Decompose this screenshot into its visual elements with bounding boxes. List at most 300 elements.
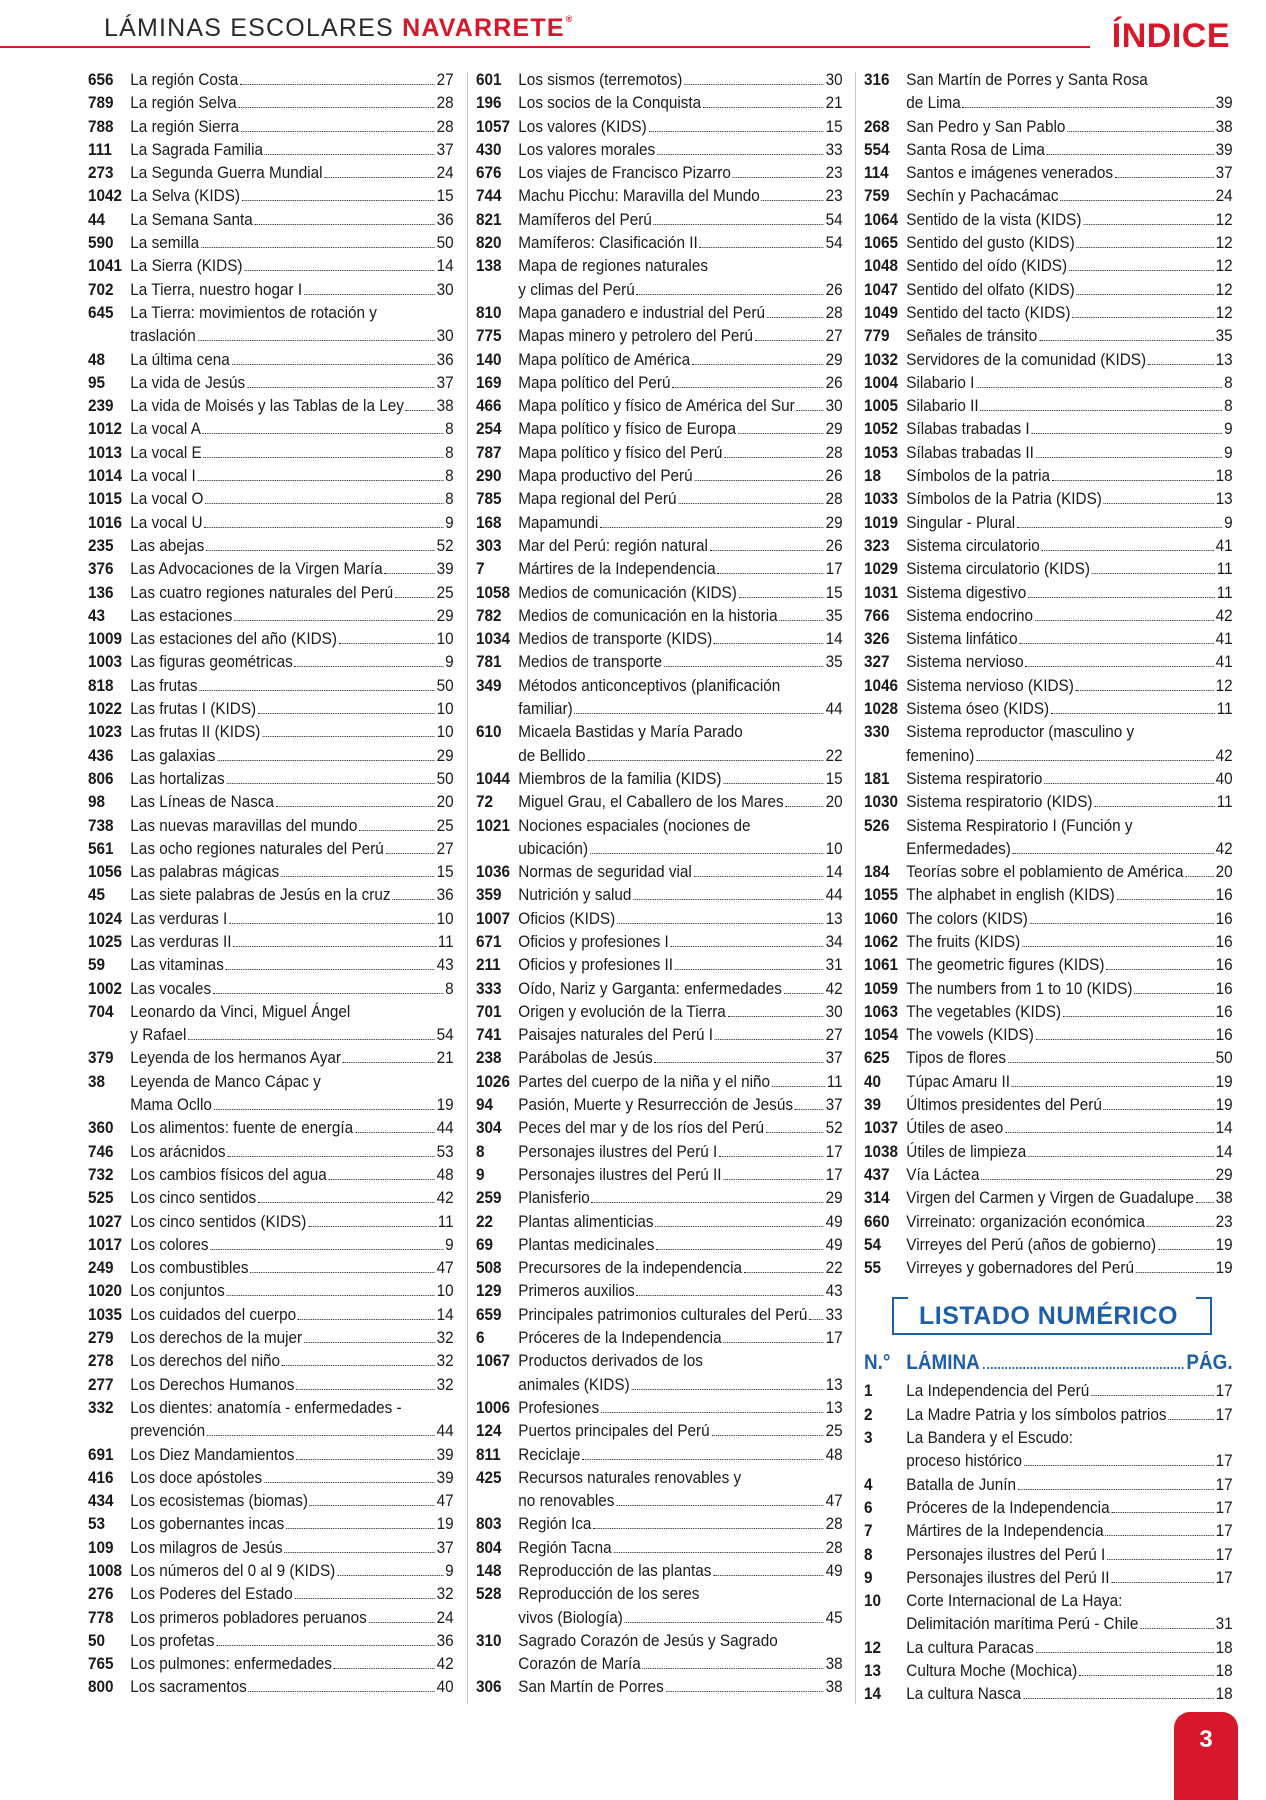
entry-page: 20 (436, 792, 454, 812)
index-entry (88, 91, 454, 114)
index-entry (864, 1233, 1233, 1256)
entry-line (906, 860, 1232, 883)
entry-line (130, 627, 453, 650)
entry-page: 17 (825, 1328, 843, 1348)
entry-title: Teorías sobre el poblamiento de América (906, 862, 1184, 882)
leader-dots (1115, 177, 1214, 178)
index-entry (88, 464, 454, 487)
index-entry (864, 161, 1233, 184)
entry-number: 290 (476, 466, 502, 486)
entry-page: 14 (1215, 1118, 1233, 1138)
entry-body (906, 441, 1232, 464)
entry-page: 30 (825, 70, 843, 89)
entry-line (518, 1466, 842, 1489)
entry-title: La Segunda Guerra Mundial (130, 163, 323, 183)
entry-number: 9 (476, 1164, 485, 1184)
leader-dots (205, 503, 443, 504)
entry-line (130, 1489, 453, 1512)
entry-title: Personajes ilustres del Perú I (906, 1544, 1106, 1564)
entry-body (906, 604, 1232, 627)
entry-page: 27 (436, 838, 454, 858)
leader-dots (1036, 1652, 1214, 1653)
entry-title: Región Tacna (518, 1537, 612, 1557)
leader-dots (304, 1342, 435, 1343)
leader-dots (204, 457, 444, 458)
leader-dots (672, 387, 823, 388)
index-entry (476, 720, 843, 767)
index-entry (88, 441, 454, 464)
entry-title: Silabario II (906, 396, 979, 416)
entry-title: femenino) (906, 745, 975, 765)
entry-title: Oficios y profesiones I (518, 931, 669, 951)
entry-number: 22 (476, 1211, 494, 1231)
index-entry (864, 860, 1233, 883)
index-entry (88, 604, 454, 627)
leader-dots (276, 806, 435, 807)
entry-page: 13 (825, 1397, 843, 1417)
entry-page: 36 (436, 1630, 454, 1650)
index-entry (88, 68, 454, 91)
entry-line (518, 1349, 842, 1372)
entry-body (130, 464, 453, 487)
index-entry (476, 1582, 843, 1629)
leader-dots (976, 760, 1214, 761)
entry-body (518, 1349, 842, 1396)
entry-number: 1021 (476, 815, 511, 835)
entry-line (906, 231, 1232, 254)
entry-body (518, 254, 842, 301)
entry-page: 26 (825, 372, 843, 392)
entry-number: 211 (476, 955, 501, 975)
entry-title: Virgen del Carmen y Virgen de Guadalupe (906, 1188, 1195, 1208)
entry-title: Los arácnidos (130, 1141, 226, 1161)
index-entry (88, 1210, 454, 1233)
entry-line (906, 1659, 1232, 1682)
index-entry (864, 581, 1233, 604)
entry-body (130, 907, 453, 930)
entry-title: Las frutas (130, 675, 198, 695)
entry-number: 1036 (476, 862, 511, 882)
entry-line (518, 254, 842, 277)
leader-dots (1012, 1086, 1214, 1087)
entry-title: Región Ica (518, 1514, 592, 1534)
leader-dots (666, 1691, 824, 1692)
entry-line (518, 930, 842, 953)
index-entry (864, 1116, 1233, 1139)
entry-number: 3 (864, 1428, 873, 1448)
leader-dots (1094, 806, 1215, 807)
entry-line (518, 1396, 842, 1419)
entry-page: 30 (825, 1001, 843, 1021)
entry-body (518, 1559, 842, 1582)
entry-line (130, 1046, 453, 1069)
leader-dots (296, 1389, 435, 1390)
leader-dots (655, 1226, 823, 1227)
index-entry (476, 1163, 843, 1186)
entry-line (906, 324, 1232, 347)
entry-line (518, 837, 842, 860)
entry-body (130, 1233, 453, 1256)
entry-title: Partes del cuerpo de la niña y el niño (518, 1071, 771, 1091)
leader-dots (298, 1319, 435, 1320)
leader-dots (304, 294, 435, 295)
entry-page: 12 (1215, 675, 1233, 695)
leader-dots (1051, 713, 1215, 714)
entry-line (518, 720, 842, 743)
entry-title: Las palabras mágicas (130, 862, 280, 882)
entry-body (518, 977, 842, 1000)
leader-dots (250, 1272, 434, 1273)
entry-line (518, 534, 842, 557)
entry-body (130, 1373, 453, 1396)
entry-body (518, 650, 842, 673)
entry-number: 181 (864, 768, 890, 788)
entry-body (130, 720, 453, 743)
entry-page: 13 (1215, 489, 1233, 509)
entry-body (130, 953, 453, 976)
entry-line (518, 115, 842, 138)
index-entry (476, 254, 843, 301)
entry-number: 789 (88, 93, 114, 113)
entry-line (130, 1023, 453, 1046)
leader-dots (1028, 1156, 1214, 1157)
entry-page: 43 (436, 955, 454, 975)
entry-number: 39 (864, 1095, 882, 1115)
entry-line (518, 161, 842, 184)
index-entry (476, 1349, 843, 1396)
index-entry (88, 1606, 454, 1629)
entry-number: 1034 (476, 629, 511, 649)
entry-body (130, 767, 453, 790)
entry-line (906, 697, 1232, 720)
leader-dots (1067, 131, 1214, 132)
entry-page: 44 (825, 699, 843, 719)
entry-number: 779 (864, 326, 890, 346)
entry-body (130, 1559, 453, 1582)
index-entry (476, 208, 843, 231)
entry-title: Reproducción de los seres (518, 1584, 700, 1604)
entry-body (518, 1186, 842, 1209)
entry-line (130, 650, 453, 673)
entry-title: Personajes ilustres del Perú II (906, 1567, 1110, 1587)
leader-dots (637, 294, 824, 295)
index-entry (88, 231, 454, 254)
entry-page: 17 (1215, 1381, 1233, 1401)
index-entry (864, 511, 1233, 534)
entry-title: Las Líneas de Nasca (130, 792, 275, 812)
entry-body (130, 1070, 453, 1117)
leader-dots (203, 433, 444, 434)
entry-body (518, 930, 842, 953)
entry-title: Últimos presidentes del Perú (906, 1095, 1102, 1115)
leader-dots (1030, 923, 1214, 924)
entry-line (130, 68, 453, 91)
entry-body (130, 1046, 453, 1069)
entry-page: 38 (436, 396, 454, 416)
entry-body (906, 581, 1232, 604)
index-entry (88, 371, 454, 394)
leader-dots (713, 1575, 824, 1576)
entry-title: Leyenda de los hermanos Ayar (130, 1048, 341, 1068)
entry-body (130, 91, 453, 114)
entry-line (518, 1652, 842, 1675)
entry-number: 1028 (864, 699, 899, 719)
entry-body (130, 790, 453, 813)
entry-page: 25 (436, 582, 454, 602)
entry-body (130, 930, 453, 953)
entry-line (130, 1559, 453, 1582)
entry-line (518, 767, 842, 790)
entry-title: Las siete palabras de Jesús en la cruz (130, 885, 391, 905)
leader-dots (1047, 154, 1214, 155)
leader-dots (703, 107, 824, 108)
index-entry (88, 1536, 454, 1559)
entry-title: Mapamundi (518, 512, 599, 532)
entry-page: 39 (1215, 139, 1233, 159)
entry-title: Mapa ganadero e industrial del Perú (518, 302, 765, 322)
entry-body (518, 1675, 842, 1698)
index-entry (476, 1210, 843, 1233)
entry-page: 11 (1216, 582, 1233, 602)
entry-body (906, 790, 1232, 813)
leader-dots (616, 1505, 824, 1506)
entry-number: 430 (476, 139, 502, 159)
entry-page: 23 (825, 163, 843, 183)
entry-body (906, 1682, 1232, 1705)
entry-number: 810 (476, 302, 502, 322)
leader-dots (1134, 993, 1213, 994)
leader-dots (784, 993, 824, 994)
index-entry (864, 371, 1233, 394)
entry-body (906, 767, 1232, 790)
entry-body (906, 1023, 1232, 1046)
entry-line (906, 441, 1232, 464)
entry-body (518, 1536, 842, 1559)
index-entry (864, 930, 1233, 953)
leader-dots (227, 1156, 434, 1157)
entry-body (130, 1629, 453, 1652)
index-entry (88, 977, 454, 1000)
entry-number: 50 (88, 1630, 106, 1650)
entry-number: 656 (88, 70, 114, 89)
entry-number: 744 (476, 186, 502, 206)
entry-page: 11 (437, 931, 454, 951)
index-entry (88, 1163, 454, 1186)
entry-number: 259 (476, 1188, 502, 1208)
leader-dots (700, 247, 824, 248)
index-entry (88, 744, 454, 767)
entry-title: Sistema linfático (906, 629, 1018, 649)
leader-dots (337, 1575, 443, 1576)
entry-body (906, 1070, 1232, 1093)
entry-page: 37 (825, 1048, 843, 1068)
entry-number: 44 (88, 209, 106, 229)
entry-page: 26 (825, 279, 843, 299)
entry-body (130, 1652, 453, 1675)
index-entry (88, 534, 454, 557)
entry-title: Plantas alimenticias (518, 1211, 654, 1231)
entry-number: 554 (864, 139, 890, 159)
entry-body (518, 348, 842, 371)
entry-line (130, 1536, 453, 1559)
index-column-3 (864, 68, 1233, 1706)
entry-line (906, 1636, 1232, 1659)
entry-title: La vocal O (130, 489, 204, 509)
leader-dots (247, 387, 435, 388)
index-entry (864, 1473, 1233, 1496)
entry-body (906, 1140, 1232, 1163)
entry-number: 811 (476, 1444, 501, 1464)
entry-page: 16 (1215, 1001, 1233, 1021)
entry-title: La Madre Patria y los símbolos patrios (906, 1404, 1167, 1424)
entry-line (130, 557, 453, 580)
leader-dots (1104, 1109, 1214, 1110)
entry-page: 8 (1224, 396, 1233, 416)
entry-page: 38 (825, 1654, 843, 1674)
entry-line (518, 231, 842, 254)
entry-line (518, 1489, 842, 1512)
entry-number: 704 (88, 1001, 114, 1021)
entry-line (906, 1256, 1232, 1279)
entry-page: 16 (1215, 1025, 1233, 1045)
entry-line (130, 1210, 453, 1233)
leader-dots (1042, 550, 1214, 551)
leader-dots (238, 107, 434, 108)
entry-body (518, 627, 842, 650)
entry-title: Nociones espaciales (nociones de (518, 815, 751, 835)
entry-title: Leonardo da Vinci, Miguel Ángel (130, 1001, 351, 1021)
entry-number: 38 (88, 1071, 106, 1091)
entry-line (518, 1093, 842, 1116)
leader-dots (227, 1295, 435, 1296)
index-entry (476, 301, 843, 324)
entry-title: Los derechos de la mujer (130, 1328, 303, 1348)
entry-line (906, 1426, 1232, 1449)
leader-dots (1106, 969, 1214, 970)
entry-page: 9 (1224, 512, 1233, 532)
entry-title: Símbolos de la Patria (KIDS) (906, 489, 1102, 509)
entry-title: Sentido de la vista (KIDS) (906, 209, 1082, 229)
entry-number: 526 (864, 815, 890, 835)
index-entry (476, 1536, 843, 1559)
index-entry (476, 1466, 843, 1513)
entry-title: Sechín y Pachacámac (906, 186, 1059, 206)
entry-body (518, 1070, 842, 1093)
entry-line (130, 417, 453, 440)
entry-body (906, 464, 1232, 487)
entry-title: La cultura Paracas (906, 1637, 1034, 1657)
index-column-3-entries (864, 68, 1233, 1279)
entry-title: Santa Rosa de Lima (906, 139, 1045, 159)
leader-dots (226, 969, 435, 970)
entry-body (130, 1466, 453, 1489)
entry-line (906, 1589, 1232, 1612)
index-entry (476, 417, 843, 440)
entry-title: Mapa productivo del Perú (518, 466, 693, 486)
leader-dots (282, 1365, 435, 1366)
entry-body (130, 1512, 453, 1535)
entry-title: Las hortalizas (130, 768, 225, 788)
entry-number: 818 (88, 675, 114, 695)
leader-dots (329, 1179, 435, 1180)
entry-body (130, 138, 453, 161)
leader-dots (227, 783, 435, 784)
entry-line (906, 953, 1232, 976)
index-entry (864, 1519, 1233, 1542)
leader-dots (286, 1528, 435, 1529)
entry-number: 508 (476, 1258, 502, 1278)
entry-line (906, 487, 1232, 510)
entry-number: 1049 (864, 302, 899, 322)
entry-page: 8 (445, 419, 454, 439)
entry-page: 16 (1215, 885, 1233, 905)
entry-line (130, 1419, 453, 1442)
entry-number: 732 (88, 1164, 114, 1184)
index-entry (864, 1589, 1233, 1636)
index-entry (88, 790, 454, 813)
index-entry (476, 627, 843, 650)
entry-page: 42 (436, 1654, 454, 1674)
header-leader-dots (982, 1367, 1183, 1369)
leader-dots (963, 107, 1214, 108)
entry-number: 1012 (88, 419, 123, 439)
entry-line (906, 371, 1232, 394)
entry-body (906, 860, 1232, 883)
entry-page: 54 (436, 1025, 454, 1045)
entry-line (906, 883, 1232, 906)
leader-dots (762, 200, 824, 201)
entry-title: Mapa político y físico de América del Sur (518, 396, 795, 416)
index-entry (88, 814, 454, 837)
leader-dots (229, 923, 435, 924)
entry-title: Los Poderes del Estado (130, 1584, 293, 1604)
entry-line (518, 138, 842, 161)
index-entry (88, 161, 454, 184)
entry-page: 47 (436, 1491, 454, 1511)
entry-number: 138 (476, 256, 502, 276)
entry-line (130, 907, 453, 930)
entry-body (518, 161, 842, 184)
entry-line (906, 1473, 1232, 1496)
index-entry (864, 1070, 1233, 1093)
entry-title: Los viajes de Francisco Pizarro (518, 163, 731, 183)
entry-title: La Selva (KIDS) (130, 186, 241, 206)
entry-line (518, 557, 842, 580)
entry-line (130, 860, 453, 883)
index-entry (476, 441, 843, 464)
entry-line (518, 814, 842, 837)
index-entry (476, 184, 843, 207)
index-entry (864, 254, 1233, 277)
page-header (0, 0, 1266, 56)
index-entry (476, 534, 843, 557)
leader-dots (766, 1132, 824, 1133)
index-entry (476, 348, 843, 371)
entry-number: 1058 (476, 582, 511, 602)
entry-number: 785 (476, 489, 502, 509)
entry-line (906, 907, 1232, 930)
entry-number: 1064 (864, 209, 899, 229)
leader-dots (600, 527, 824, 528)
entry-title: Los cambios físicos del agua (130, 1164, 327, 1184)
entry-number: 660 (864, 1211, 890, 1231)
entry-title: La última cena (130, 349, 230, 369)
leader-dots (265, 154, 435, 155)
entry-line (130, 1093, 453, 1116)
leader-dots (310, 1505, 435, 1506)
entry-number: 45 (88, 885, 106, 905)
entry-number: 4 (864, 1474, 873, 1494)
